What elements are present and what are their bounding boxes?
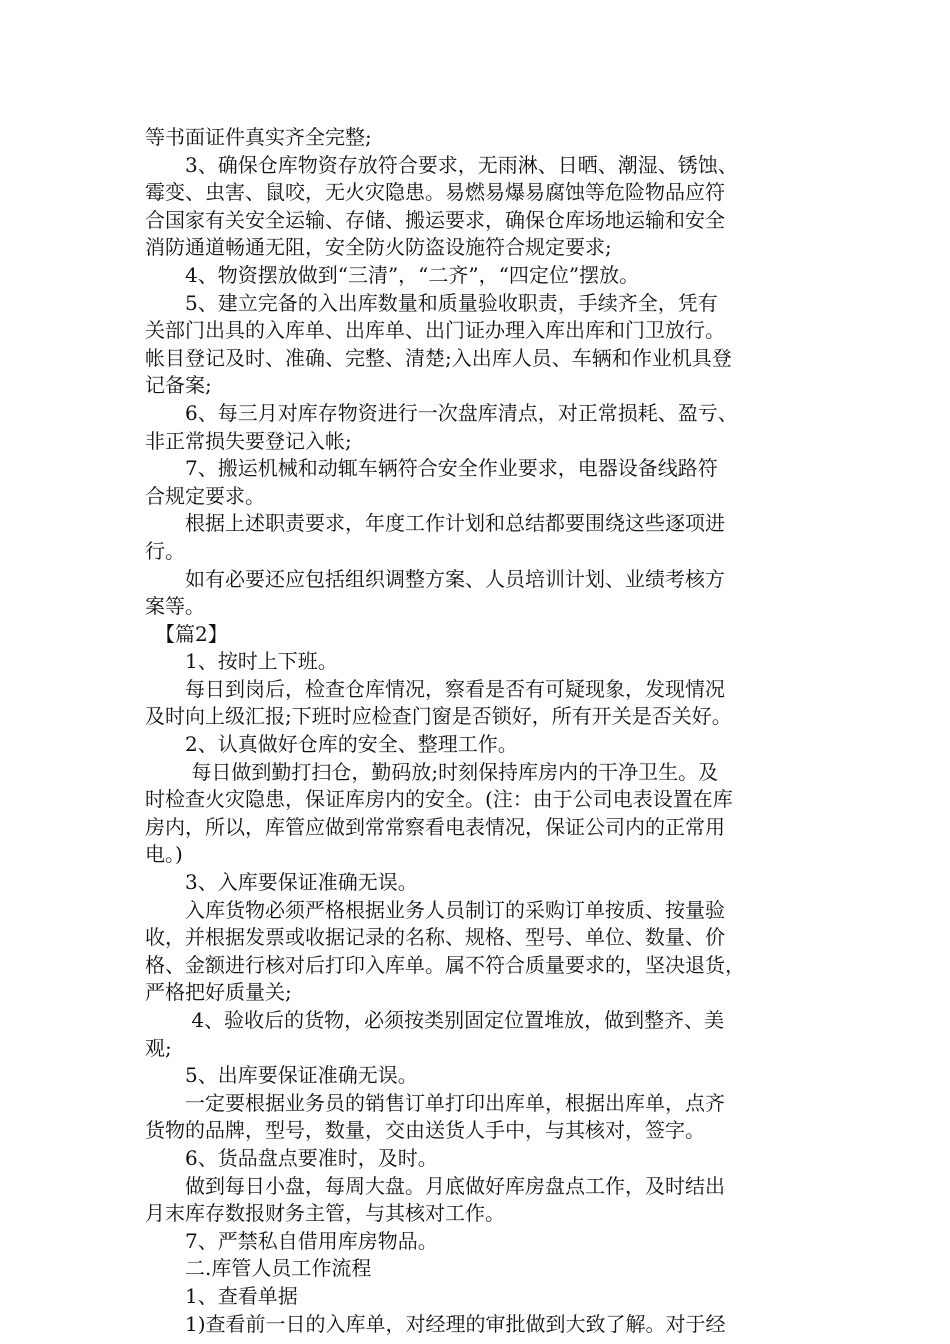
text-line: 霉变、虫害、鼠咬，无火灾隐患。易燃易爆易腐蚀等危险物品应符 — [145, 180, 725, 205]
section-heading: 【篇2】 — [145, 621, 228, 646]
text-line: 合国家有关安全运输、存储、搬运要求，确保仓库场地运输和安全 — [145, 207, 725, 232]
text-line: 3、入库要保证准确无误。 — [145, 870, 418, 895]
text-line: 如有必要还应包括组织调整方案、人员培训计划、业绩考核方 — [145, 566, 725, 591]
text-line: 等书面证件真实齐全完整; — [145, 125, 372, 149]
text-line: 7、严禁私自借用库房物品。 — [145, 1228, 438, 1253]
text-line: 行。 — [145, 538, 185, 563]
text-line: 消防通道畅通无阻，安全防火防盗设施符合规定要求; — [145, 235, 612, 260]
text-line: 严格把好质量关; — [145, 980, 292, 1005]
document-body — [145, 124, 825, 1338]
text-line: 1)查看前一日的入库单，对经理的审批做到大致了解。对于经 — [145, 1311, 726, 1336]
text-line: 货物的品牌，型号，数量，交由送货人手中，与其核对，签字。 — [145, 1118, 705, 1143]
text-line: 每日做到勤打扫仓，勤码放;时刻保持库房内的干净卫生。及 — [145, 759, 719, 784]
text-line: 格、金额进行核对后打印入库单。属不符合质量要求的，坚决退货， — [145, 952, 745, 977]
section-heading: 二.库管人员工作流程 — [145, 1256, 372, 1281]
text-line: 收，并根据发票或收据记录的名称、规格、型号、单位、数量、价 — [145, 925, 725, 950]
text-line: 根据上述职责要求，年度工作计划和总结都要围绕这些逐项进 — [145, 511, 725, 536]
text-line: 7、搬运机械和动辄车辆符合安全作业要求，电器设备线路符 — [145, 456, 718, 481]
text-line: 月末库存数报财务主管，与其核对工作。 — [145, 1201, 505, 1226]
text-line: 5、建立完备的入出库数量和质量验收职责，手续齐全，凭有 — [145, 290, 718, 315]
text-line: 1、查看单据 — [145, 1283, 298, 1308]
text-line: 电。) — [145, 842, 183, 867]
text-line: 案等。 — [145, 594, 205, 619]
text-line: 5、出库要保证准确无误。 — [145, 1063, 418, 1088]
text-line: 时检查火灾隐患，保证库房内的安全。(注：由于公司电表设置在库 — [145, 787, 733, 812]
text-line: 2、认真做好仓库的安全、整理工作。 — [145, 732, 518, 757]
text-line: 观; — [145, 1035, 172, 1060]
text-line: 合规定要求。 — [145, 483, 265, 508]
text-line: 入库货物必须严格根据业务人员制订的采购订单按质、按量验 — [145, 897, 725, 922]
text-line: 及时向上级汇报;下班时应检查门窗是否锁好，所有开关是否关好。 — [145, 704, 732, 729]
text-line: 3、确保仓库物资存放符合要求，无雨淋、日晒、潮湿、锈蚀、 — [145, 152, 738, 177]
text-line: 4、验收后的货物，必须按类别固定位置堆放，做到整齐、美 — [145, 1008, 725, 1032]
text-line: 每日到岗后，检查仓库情况，察看是否有可疑现象，发现情况 — [145, 676, 725, 701]
text-line: 4、物资摆放做到“三清”，“二齐”，“四定位”摆放。 — [145, 262, 640, 287]
text-line: 6、每三月对库存物资进行一次盘库清点，对正常损耗、盈亏、 — [145, 400, 738, 425]
text-line: 做到每日小盘，每周大盘。月底做好库房盘点工作，及时结出 — [145, 1173, 725, 1198]
text-line: 一定要根据业务员的销售订单打印出库单，根据出库单，点齐 — [145, 1090, 725, 1115]
text-line: 记备案; — [145, 373, 212, 398]
text-line: 非正常损失要登记入帐; — [145, 428, 352, 453]
text-line: 6、货品盘点要准时，及时。 — [145, 1145, 438, 1170]
text-line: 房内，所以，库管应做到常常察看电表情况，保证公司内的正常用 — [145, 814, 725, 839]
text-line: 关部门出具的入库单、出库单、出门证办理入库出库和门卫放行。 — [145, 318, 725, 343]
text-line: 1、按时上下班。 — [145, 649, 338, 674]
text-line: 帐目登记及时、准确、完整、清楚;入出库人员、车辆和作业机具登 — [145, 345, 732, 370]
